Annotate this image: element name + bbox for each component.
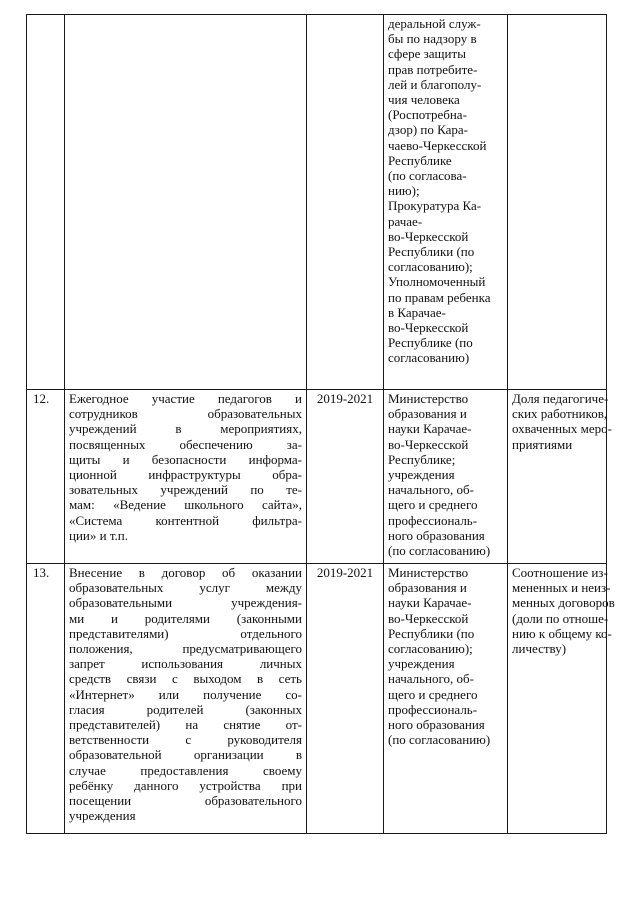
text-line: бы по надзору в xyxy=(388,31,477,47)
text-line: охваченных меро- xyxy=(512,421,612,437)
text-line: Уполномоченный xyxy=(388,274,486,290)
table-row xyxy=(27,564,607,834)
text-line: чия человека xyxy=(388,92,460,108)
text-line: посещении образовательного xyxy=(69,793,302,809)
text-line: Ежегодное участие педагогов и xyxy=(69,391,302,406)
text-line: положения, предусматривающего xyxy=(69,641,302,657)
text-line: (по согласова- xyxy=(388,168,467,184)
text-line: ного образования xyxy=(388,527,485,543)
period-text: 2019-2021 xyxy=(316,391,374,406)
text-line: «Система контентной фильтра- xyxy=(69,512,302,528)
description-cell xyxy=(65,15,307,390)
text-line: личеству) xyxy=(512,641,567,657)
text-line: начального, об- xyxy=(388,671,474,687)
text-line: приятиями xyxy=(512,436,573,452)
row-number: 12. xyxy=(33,391,50,406)
text-line: образования и xyxy=(388,406,467,422)
text-line: согласованию); xyxy=(388,259,473,275)
text-line: Республики (по xyxy=(388,244,475,260)
text-line: случае предоставления своему xyxy=(69,762,302,778)
text-line: запрет использования личных xyxy=(69,656,302,672)
text-line: образовательных услуг между xyxy=(69,580,302,596)
text-line: образовательной организации в xyxy=(69,747,302,763)
text-line: дзор) по Кара- xyxy=(388,122,468,138)
row-number-cell xyxy=(27,15,65,390)
text-line: (Роспотребна- xyxy=(388,107,467,123)
period-cell xyxy=(307,390,384,564)
text-line: прав потребите- xyxy=(388,61,478,77)
text-line: чаево-Черкесской xyxy=(388,137,487,153)
text-line: мам: «Ведение школьного сайта», xyxy=(69,497,302,513)
text-line: посвященных обеспечению за- xyxy=(69,436,302,452)
text-line: во-Черкесской xyxy=(388,436,469,452)
indicator-cell xyxy=(508,15,607,390)
text-line: лей и благополу- xyxy=(388,76,482,92)
text-line: сотрудников образовательных xyxy=(69,406,302,422)
executors-cell xyxy=(384,564,508,834)
text-line: Внесение в договор об оказании xyxy=(69,565,302,580)
text-line: ских работников, xyxy=(512,406,608,422)
text-line: представителей) на снятие от- xyxy=(69,717,302,733)
text-line: учреждения xyxy=(388,467,455,483)
row-number: 13. xyxy=(33,565,50,580)
text-line: нию к общему ко- xyxy=(512,625,612,641)
text-line: Республике (по xyxy=(388,335,473,351)
text-line: ребёнку данного устройства при xyxy=(69,777,302,793)
table-row xyxy=(27,390,607,564)
text-line: начального, об- xyxy=(388,482,474,498)
text-line: представителями) отдельного xyxy=(69,625,302,641)
text-line: профессиональ- xyxy=(388,701,478,717)
text-line: (по согласованию) xyxy=(388,732,491,748)
text-line: Республике; xyxy=(388,451,456,467)
period-cell xyxy=(307,564,384,834)
description-cell xyxy=(65,390,307,564)
text-line: щиты и безопасности информа- xyxy=(69,451,302,467)
text-line: ми и родителями (законными xyxy=(69,610,302,626)
text-line: нию); xyxy=(388,183,420,199)
table-row xyxy=(27,15,607,390)
text-line: «Интернет» или получение со- xyxy=(69,686,302,702)
text-line: науки Карачае- xyxy=(388,595,472,611)
text-line: сфере защиты xyxy=(388,46,466,62)
row-number-cell xyxy=(27,390,65,564)
text-line: учреждения xyxy=(69,808,136,824)
text-line: Республике xyxy=(388,152,452,168)
text-line: образования и xyxy=(388,580,467,596)
text-line: в Карачае- xyxy=(388,304,446,320)
text-line: Министерство xyxy=(388,565,469,580)
period-cell xyxy=(307,15,384,390)
text-line: по правам ребенка xyxy=(388,289,491,305)
text-line: Министерство xyxy=(388,391,469,406)
text-line: ционной инфраструктуры обра- xyxy=(69,467,302,483)
text-line: рачае- xyxy=(388,213,423,229)
text-line: Республики (по xyxy=(388,625,475,641)
text-line: зовательных учреждений по те- xyxy=(69,482,302,498)
text-line: ного образования xyxy=(388,717,485,733)
text-line: (по согласованию) xyxy=(388,543,491,559)
measures-table xyxy=(26,14,615,834)
text-line: во-Черкесской xyxy=(388,228,469,244)
period-text: 2019-2021 xyxy=(316,565,374,580)
text-line: образовательными учреждения- xyxy=(69,595,302,611)
executors-cell xyxy=(384,390,508,564)
text-line: деральной служ- xyxy=(388,16,481,31)
text-line: согласованию); xyxy=(388,641,473,657)
indicator-cell xyxy=(508,564,615,834)
text-line: средств связи с выходом в сеть xyxy=(69,671,302,687)
text-line: согласованию) xyxy=(388,350,470,366)
text-line: Соотношение из- xyxy=(512,565,608,580)
text-line: Доля педагогиче- xyxy=(512,391,609,406)
text-line: учреждения xyxy=(388,656,455,672)
text-line: профессиональ- xyxy=(388,512,478,528)
executors-cell xyxy=(384,15,508,390)
indicator-cell xyxy=(508,390,612,564)
text-line: мененных и неиз- xyxy=(512,580,611,596)
table-body xyxy=(27,15,615,834)
text-line: во-Черкесской xyxy=(388,610,469,626)
text-line: гласия родителей (законных xyxy=(69,701,302,717)
text-line: науки Карачае- xyxy=(388,421,472,437)
text-line: ветственности с руководителя xyxy=(69,732,302,748)
text-line: щего и среднего xyxy=(388,497,478,513)
text-line: ции» и т.п. xyxy=(69,527,128,543)
text-line: учреждений в мероприятиях, xyxy=(69,421,302,437)
description-cell xyxy=(65,564,307,834)
text-line: Прокуратура Ка- xyxy=(388,198,482,214)
text-line: во-Черкесской xyxy=(388,320,469,336)
text-line: (доли по отноше- xyxy=(512,610,609,626)
text-line: менных договоров xyxy=(512,595,615,611)
row-number-cell xyxy=(27,564,65,834)
text-line: щего и среднего xyxy=(388,686,478,702)
